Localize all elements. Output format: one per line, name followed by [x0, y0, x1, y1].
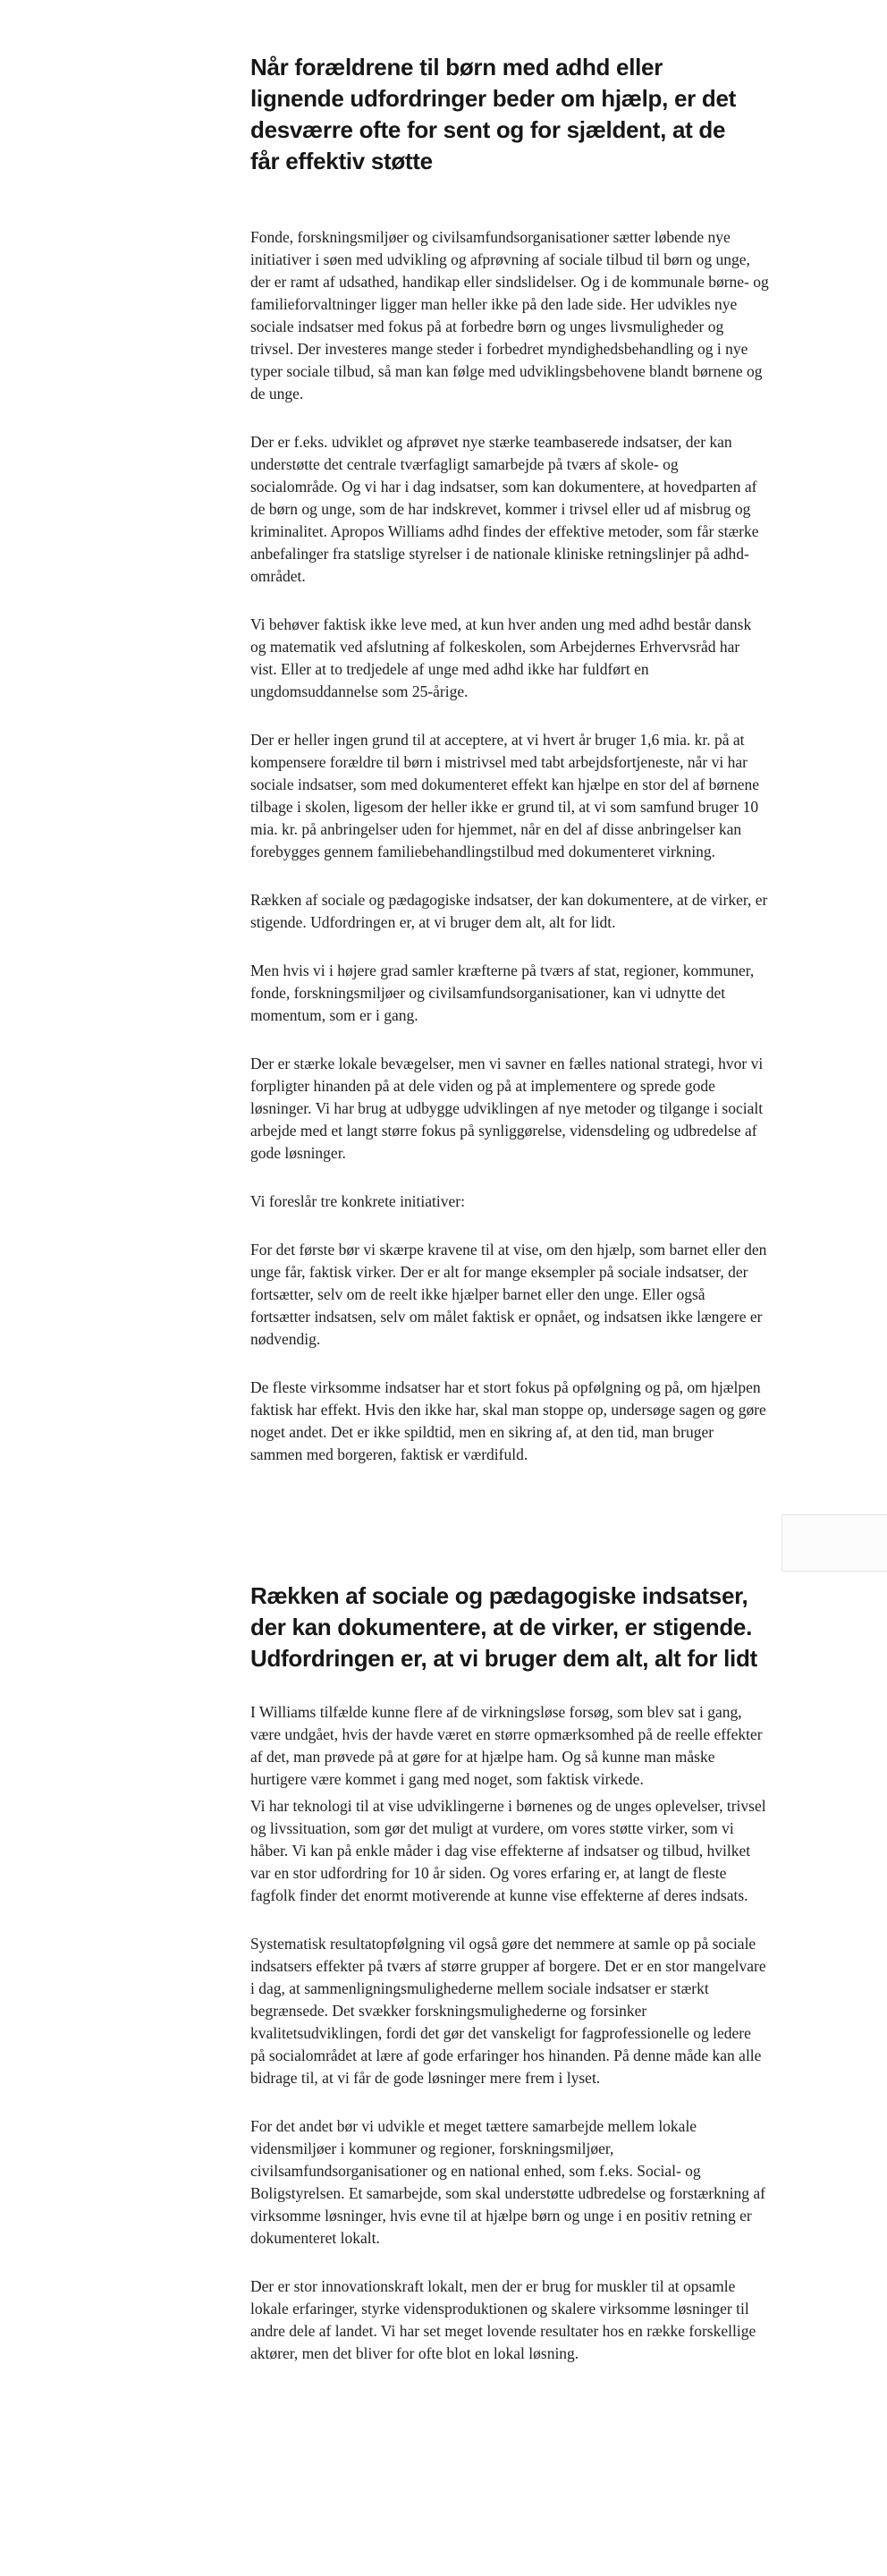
article-body: [250, 52, 769, 2391]
paragraph: Vi har teknologi til at vise udviklingerne i børnenes og de unges oplevelser, trivsel og livssituation, som gør det muligt at vurdere, om vores støtte virker, som vi håber. Vi kan på enkle måder i dag vise effekterne af indsatser og tilbud, hvilket var en stor udfordring for 10 år siden. Og vores erfaring er, at langt de fleste fagfolk finder det enormt motiverende at kunne vise effekterne af deres indsats.: [250, 1797, 766, 1904]
paragraph: Vi behøver faktisk ikke leve med, at kun hver anden ung med adhd består dansk og matematik ved afslutning af folkeskolen, som Arbejdernes Erhvervsråd har vist. Eller at to tredjedele af unge med adhd ikke har fuldført en ungdomsuddannelse som 25-årige.: [250, 615, 752, 700]
paragraph: Der er stærke lokale bevægelser, men vi savner en fælles national strategi, hvor vi forpligter hinanden på at dele viden og på at implementere og sprede gode løsninger. Vi har brug at udbygge udviklingen af nye metoder og tilgange i socialt arbejde med et langt større fokus på synliggørelse, vidensdeling og udbredelse af gode løsninger.: [250, 1055, 764, 1162]
paragraph: I Williams tilfælde kunne flere af de virkningsløse forsøg, som blev sat i gang, være undgået, hvis der havde været en større opmærksomhed på de reelle effekter af det, man prøvede på at gøre for at hjælpe ham. Og så kunne man måske hurtigere være kommet i gang med noget, som faktisk virkede.: [250, 1703, 763, 1788]
side-panel: [781, 1514, 887, 1572]
paragraph: Men hvis vi i højere grad samler kræfterne på tværs af stat, regioner, kommuner, fonde, forskningsmiljøer og civilsamfundsorganisationer, kan vi udnytte det momentum, som er i gang.: [250, 962, 755, 1024]
paragraph-initiatives-lead: Vi foreslår tre konkrete initiativer:: [250, 1192, 465, 1210]
paragraph: Systematisk resultatopfølgning vil også gøre det nemmere at samle op på sociale indsatsers effekter på tværs af større grupper af borgere. Det er en stor mangelvare i dag, at sammenligningsmulighederne mellem sociale indsatser er stærkt begrænsede. Det svækker forskningsmulighederne og forsinker kvalitetsudviklingen, fordi det gør det vanskeligt for fagprofessionelle og ledere på socialområdet at lære af gode erfaringer hos hinanden. På denne måde kan alle bidrage til, at vi får de gode løsninger mere frem i lyset.: [250, 1935, 766, 2087]
paragraph: De fleste virksomme indsatser har et stort fokus på opfølgning og på, om hjælpen faktisk har effekt. Hvis den ikke har, skal man stoppe op, undersøge sagen og gøre noget andet. Det er ikke spildtid, men en sikring af, at den tid, man bruger sammen med borgeren, faktisk er værdifuld.: [250, 1378, 766, 1463]
paragraph: Rækken af sociale og pædagogiske indsatser, der kan dokumentere, at de virker, er stigende. Udfordringen er, at vi bruger dem alt, alt for lidt.: [250, 891, 768, 931]
paragraph: Fonde, forskningsmiljøer og civilsamfundsorganisationer sætter løbende nye initiativer i søen med udvikling og afprøvning af sociale tilbud til børn og unge, der er ramt af udsathed, handikap eller sindslidelser. Og i de kommunale børne- og familieforvaltninger ligger man heller ikke på den lade side. Her udvikles nye sociale indsatser med fokus på at forbedre børn og unges livsmuligheder og trivsel. Der investeres mange steder i forbedret myndighedsbehandling og i nye typer sociale tilbud, så man kan følge med udviklingsbehovene blandt børnene og de unge.: [250, 228, 769, 402]
article-heading-2: Rækken af sociale og pædagogiske indsatser, der kan dokumentere, at de virker, er stigende. Udfordringen er, at vi bruger dem alt, alt for lidt: [250, 1582, 757, 1672]
paragraph: Der er f.eks. udviklet og afprøvet nye stærke teambaserede indsatser, der kan understøtte det centrale tværfagligt samarbejde på tværs af skole- og socialområde. Og vi har i dag indsatser, som kan dokumentere, at hovedparten af de børn og unge, som de har indskrevet, kommer i trivsel eller ud af misbrug og kriminalitet. Apropos Williams adhd findes der effektive metoder, som får stærke anbefalinger fra statslige styrelser i de nationale kliniske retningslinjer på adhd-området.: [250, 433, 759, 585]
paragraph: Der er heller ingen grund til at acceptere, at vi hvert år bruger 1,6 mia. kr. på at kompensere forældre til børn i mistrivsel med tabt arbejdsfortjeneste, når vi har sociale indsatser, som med dokumenteret effekt kan hjælpe en stor del af børnene tilbage i skolen, ligesom der heller ikke er grund til, at vi som samfund bruger 10 mia. kr. på anbringelser uden for hjemmet, når en del af disse anbringelser kan forebygges gennem familiebehandlingstilbud med dokumenteret virkning.: [250, 731, 760, 860]
paragraph: For det andet bør vi udvikle et meget tættere samarbejde mellem lokale vidensmiljøer i kommuner og regioner, forskningsmiljøer, civilsamfundsorganisationer og en national enhed, som f.eks. Social- og Boligstyrelsen. Et samarbejde, som skal understøtte udbredelse og forstærkning af virksomme løsninger, hvis evne til at hjælpe børn og unge i en positiv retning er dokumenteret lokalt.: [250, 2117, 765, 2247]
paragraph: For det første bør vi skærpe kravene til at vise, om den hjælp, som barnet eller den unge får, faktisk virker. Der er alt for mange eksempler på sociale indsatser, der fortsætter, selv om de reelt ikke hjælper barnet eller den unge. Eller også fortsætter indsatsen, selv om målet faktisk er opnået, og indsatsen ikke længere er nødvendig.: [250, 1241, 767, 1348]
article-heading-1: Når forældrene til børn med adhd eller lignende udfordringer beder om hjælp, er det desværre ofte for sent og for sjældent, at de får effektiv støtte: [250, 54, 736, 174]
paragraph: Der er stor innovationskraft lokalt, men der er brug for muskler til at opsamle lokale erfaringer, styrke vidensproduktionen og skalere virksomme løsninger til andre dele af landet. Vi har set meget lovende resultater hos en række forskellige aktører, men det bliver for ofte blot en lokal løsning.: [250, 2277, 756, 2362]
